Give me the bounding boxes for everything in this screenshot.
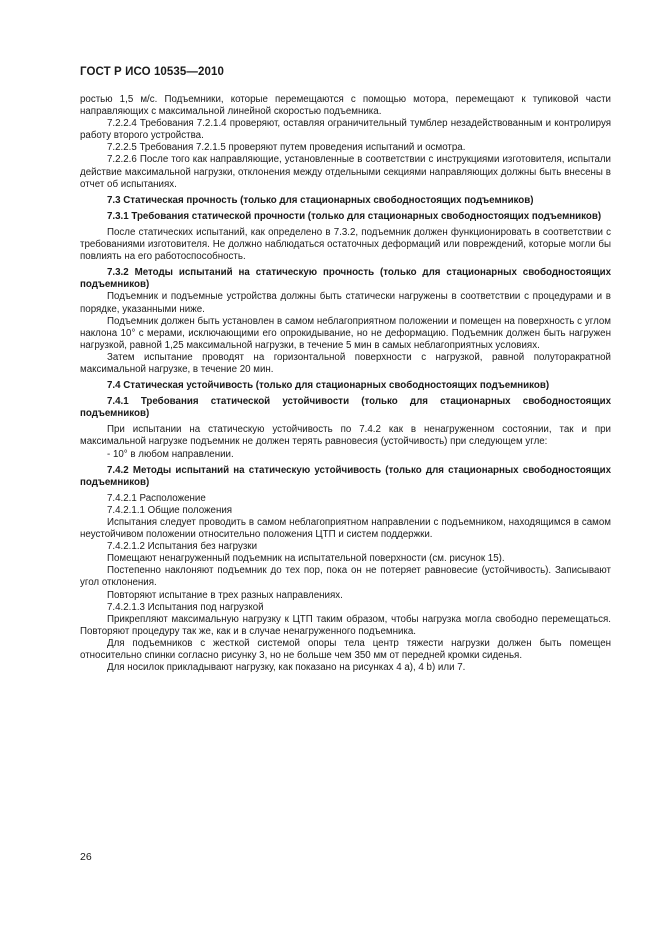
section-heading: 7.4 Статическая устойчивость (только для стационарных свободностоящих подъемников) [107, 380, 550, 392]
paragraph: Прикрепляют максимальную нагрузку к ЦТП таким образом, чтобы нагрузка могла свободно перемещаться. Повторяют процедуру так же, как и в случае ненагруженного подъемника. [80, 613, 611, 637]
paragraph: 7.2.2.5 Требования 7.2.1.5 проверяют путем проведения испытаний и осмотра. [107, 142, 466, 154]
paragraph: 7.4.2.1.2 Испытания без нагрузки [107, 541, 258, 553]
paragraph: 7.4.2.1.1 Общие положения [107, 504, 233, 516]
paragraph: После статических испытаний, как определено в 7.3.2, подъемник должен функционировать в соответствии с требованиями изготовителя. Не должно наблюдаться остаточных деформаций или повреждений, которые могли бы повлиять на его работоспособность. [80, 226, 611, 263]
paragraph: 7.4.2.1.3 Испытания под нагрузкой [107, 601, 264, 613]
paragraph: ростью 1,5 м/с. Подъемники, которые перемещаются с помощью мотора, перемещают к тупиковой части направляющих с максимальной линейной скоростью подъемника. [80, 94, 611, 118]
paragraph: Испытания следует проводить в самом неблагоприятном направлении с подъемником, находящимся в самом неустойчивом положении относительно положения ЦТП и систем поддержки. [80, 517, 611, 541]
list-item: - 10° в любом направлении. [107, 448, 234, 460]
document-body [80, 94, 611, 674]
paragraph: 7.2.2.4 Требования 7.2.1.4 проверяют, оставляя ограничительный тумблер незадействованным и контролируя работу второго устройства. [80, 118, 611, 142]
subsection-heading: 7.4.2 Методы испытаний на статическую устойчивость (только для стационарных свободностоящих подъемников) [80, 464, 611, 488]
paragraph: 7.4.2.1 Расположение [107, 492, 206, 504]
subsection-heading: 7.3.2 Методы испытаний на статическую прочность (только для стационарных свободностоящих подъемников) [80, 267, 611, 291]
paragraph: Повторяют испытание в трех разных направлениях. [107, 589, 343, 601]
paragraph: При испытании на статическую устойчивость по 7.4.2 как в ненагруженном состоянии, так и при максимальной нагрузке подъемник не должен терять равновесия (устойчивость) при следующем угле: [80, 424, 611, 448]
subsection-heading: 7.3.1 Требования статической прочности (только для стационарных свободностоящих подъемников) [107, 210, 602, 222]
paragraph: 7.2.2.6 После того как направляющие, установленные в соответствии с инструкциями изготовителя, испытали действие максимальной нагрузки, отклонения между отдельными секциями направляющих должны быть внесены в отчет об испытаниях. [80, 154, 611, 190]
section-heading: 7.3 Статическая прочность (только для стационарных свободностоящих подъемников) [107, 194, 534, 206]
page-number: 26 [80, 851, 92, 863]
page-header: ГОСТ Р ИСО 10535—2010 [80, 66, 225, 78]
paragraph: Затем испытание проводят на горизонтальной поверхности с нагрузкой, равной полуторакратной максимальной нагрузке, в течение 20 мин. [80, 351, 611, 375]
paragraph: Помещают ненагруженный подъемник на испытательной поверхности (см. рисунок 15). [107, 553, 505, 565]
paragraph: Для носилок прикладывают нагрузку, как показано на рисунках 4 а), 4 b) или 7. [107, 662, 466, 674]
subsection-heading: 7.4.1 Требования статической устойчивости (только для стационарных свободностоящих подъемников) [80, 396, 611, 420]
paragraph: Для подъемников с жесткой системой опоры тела центр тяжести нагрузки должен быть помещен относительно спинки согласно рисунку 3, но не больше чем 350 мм от передней кромки сиденья. [80, 637, 611, 662]
paragraph: Подъемник должен быть установлен в самом неблагоприятном положении и помещен на поверхность с углом наклона 10° с мерами, исключающими его опрокидывание, но не деформацию. Подъемник должен быть нагружен нагрузкой, равной 1,25 максимальной нагрузки, в течение 5 мин в самых неблагоприятных условиях. [80, 315, 611, 351]
paragraph: Подъемник и подъемные устройства должны быть статически нагружены в соответствии с процедурами и в порядке, указанными ниже. [80, 291, 611, 315]
paragraph: Постепенно наклоняют подъемник до тех пор, пока он не потеряет равновесие (устойчивость). Записывают угол отклонения. [80, 565, 611, 589]
